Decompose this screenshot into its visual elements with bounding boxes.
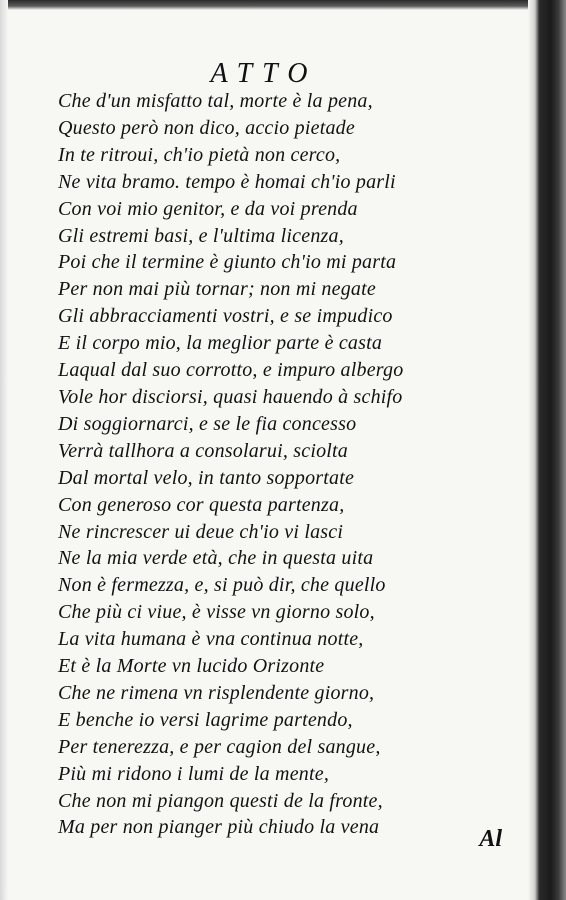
verse-line: Per non mai più tornar; non mi negate [58,278,376,301]
verse-line: Che più ci viue, è visse vn giorno solo, [58,601,375,624]
verse-line: Et è la Morte vn lucido Orizonte [58,655,325,678]
verse-line: Ne rincrescer ui deue ch'io vi lasci [58,520,344,543]
verse-line: Per tenerezza, e per cagion del sangue, [58,735,381,758]
verse-line: Che ne rimena vn risplendente giorno, [58,681,375,704]
verse-line: Dal mortal velo, in tanto sopportate [58,466,355,489]
verse-line: E benche io versi lagrime partendo, [58,708,353,731]
page-top-edge [0,0,566,10]
verse-line: Ne vita bramo. tempo è homai ch'io parli [58,170,396,193]
verse-line: In te ritroui, ch'io pietà non cerco, [58,143,341,166]
verse-line: Poi che il termine è giunto ch'io mi parta [58,251,397,274]
verse-line: La vita humana è vna continua notte, [58,628,364,651]
verse-line: Gli abbracciamenti vostri, e se impudico [58,305,393,328]
verse-line: Verrà tallhora a consolarui, sciolta [58,439,348,462]
verse-line: Non è fermezza, e, si può dir, che quello [58,574,386,597]
verse-line: Gli estremi basi, e l'ultima licenza, [58,224,344,247]
book-gutter [528,0,566,900]
verse-text [58,88,478,841]
verse-line: Ma per non pianger più chiudo la vena [58,816,380,839]
verse-line: Con voi mio genitor, e da voi prenda [58,197,358,220]
verse-line: Con generoso cor questa partenza, [58,493,345,516]
verse-line: Più mi ridono i lumi de la mente, [58,762,330,785]
verse-line: Vole hor disciorsi, quasi hauendo à schifo [58,385,403,408]
verse-line: Laqual dal suo corrotto, e impuro albergo [58,359,404,382]
verse-line: E il corpo mio, la meglior parte è casta [58,332,383,355]
running-header: ATTO [210,58,318,89]
page-left-shadow [0,0,8,900]
catchword: Al [479,826,502,852]
verse-line: Questo però non dico, accio pietade [58,116,355,139]
verse-line: Ne la mia verde età, che in questa uita [58,547,374,570]
verse-line: Di soggiornarci, e se le fia concesso [58,412,357,435]
verse-line: Che non mi piangon questi de la fronte, [58,789,383,812]
verse-line: Che d'un misfatto tal, morte è la pena, [58,90,373,112]
